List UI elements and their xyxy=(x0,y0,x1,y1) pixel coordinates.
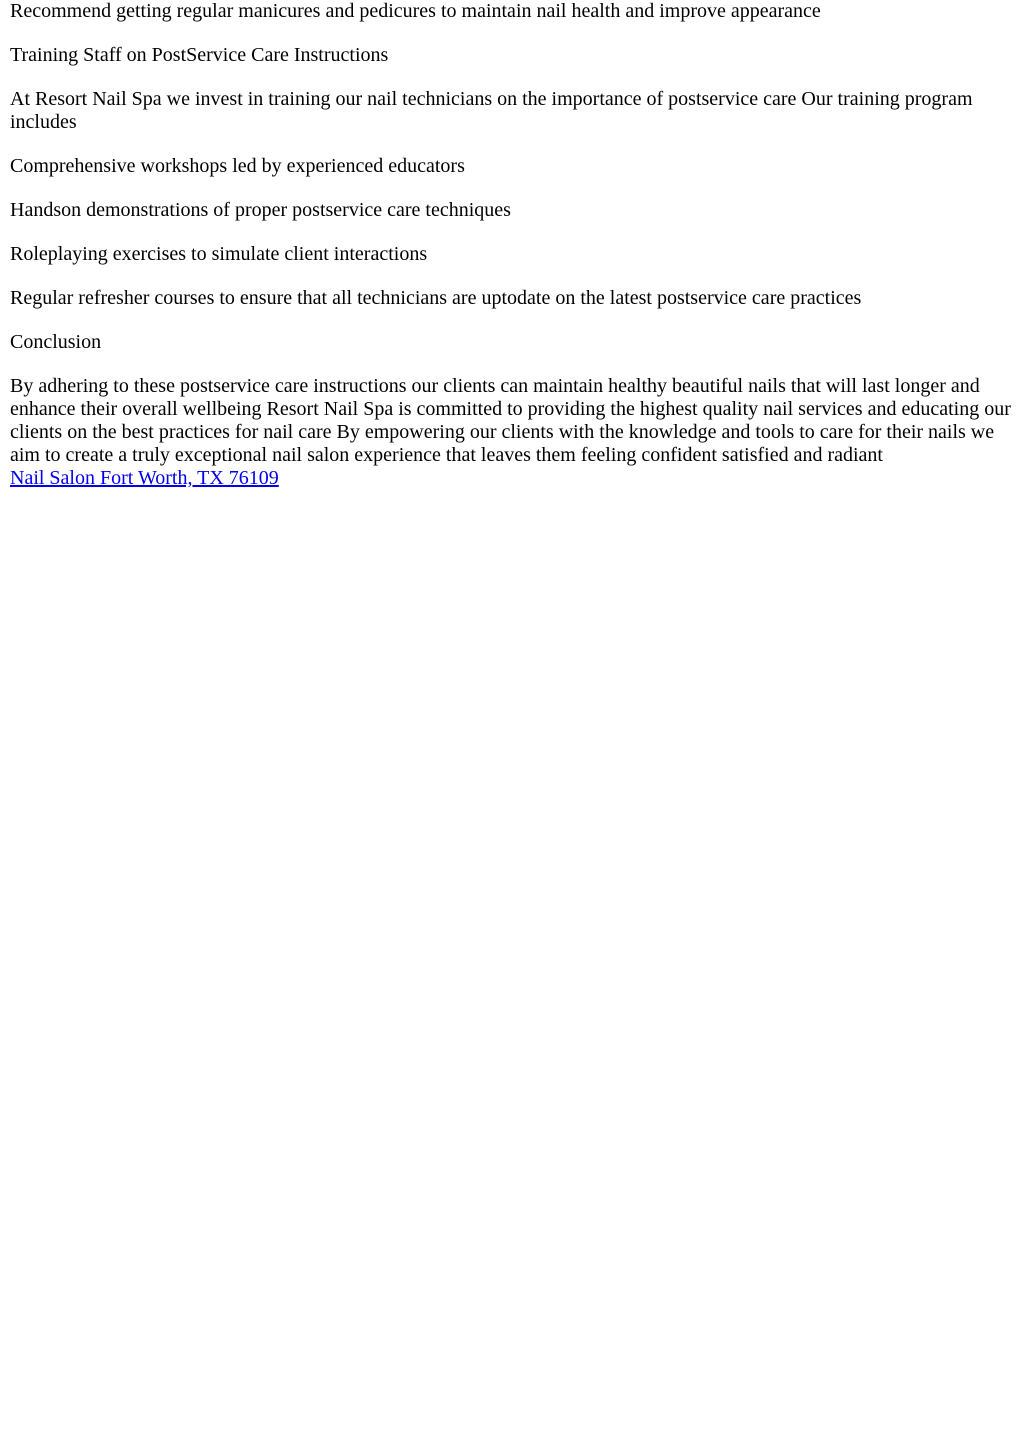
document-body xyxy=(0,0,1024,490)
paragraph-regular-manicures: Recommend getting regular manicures and pedicures to maintain nail health and improve appearance xyxy=(10,0,821,22)
paragraph-handson-demonstrations: Handson demonstrations of proper postservice care techniques xyxy=(10,199,511,221)
paragraph-roleplaying: Roleplaying exercises to simulate client interactions xyxy=(10,243,428,265)
conclusion-text: By adhering to these postservice care instructions our clients can maintain healthy beautiful nails that will last longer and enhance their overall wellbeing Resort Nail Spa is committed to providing the highest quality nail services and educating our clients on the best practices for nail care By empowering our clients with the knowledge and tools to care for their nails we aim to create a truly exceptional nail salon experience that leaves them feeling confident satisfied and radiant xyxy=(10,375,1011,466)
nail-salon-link[interactable]: Nail Salon Fort Worth, TX 76109 xyxy=(10,467,279,489)
paragraph-workshops: Comprehensive workshops led by experienced educators xyxy=(10,155,465,177)
paragraph-training-intro: At Resort Nail Spa we invest in training our nail technicians on the importance of postservice care Our training program includes xyxy=(10,88,973,133)
section-heading-training-staff: Training Staff on PostService Care Instructions xyxy=(10,44,389,66)
paragraph-refresher-courses: Regular refresher courses to ensure that all technicians are uptodate on the latest postservice care practices xyxy=(10,287,862,309)
section-heading-conclusion: Conclusion xyxy=(10,331,102,353)
paragraph-conclusion xyxy=(10,375,1014,490)
